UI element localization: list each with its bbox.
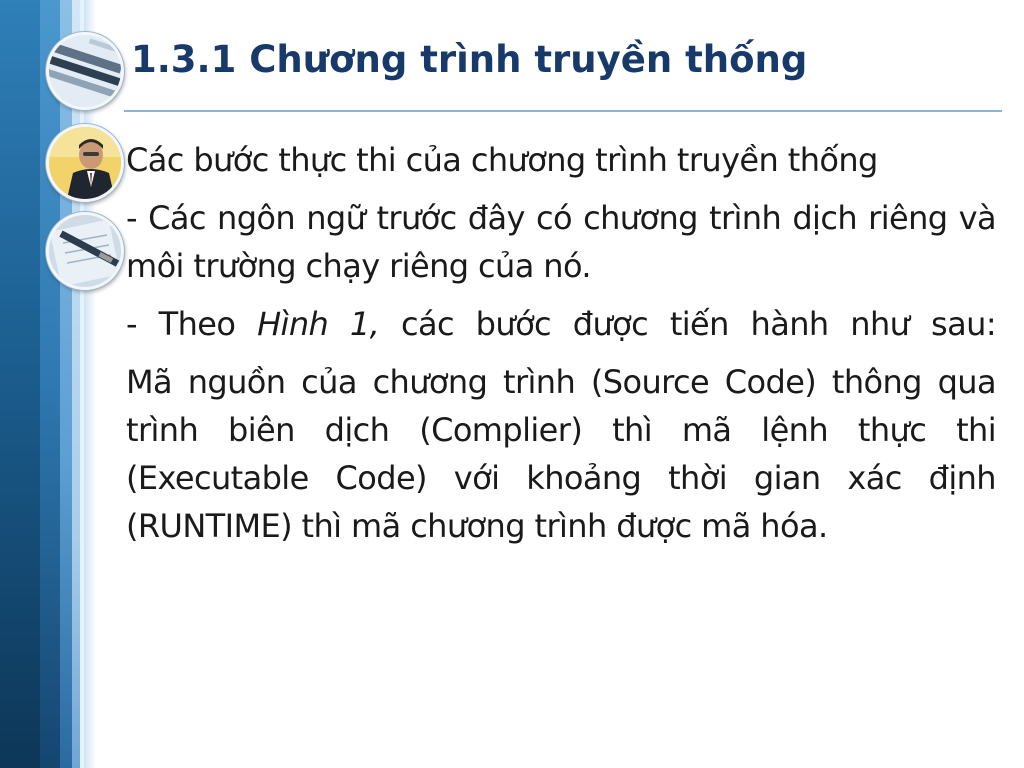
businessman-photo-medallion <box>46 124 124 202</box>
paragraph-intro: Các bước thực thi của chương trình truyền thống <box>126 141 878 179</box>
stripe-mid <box>40 0 60 768</box>
businessman-photo-icon <box>49 127 121 199</box>
figure-ref-suffix: các bước được tiến hành như sau: <box>379 305 997 343</box>
left-gradient-stripes <box>0 0 96 768</box>
figure-ref-prefix: - Theo <box>126 305 258 343</box>
title-divider <box>124 110 1002 112</box>
paragraph-figure-reference <box>126 300 996 348</box>
stripe-fade <box>84 0 96 768</box>
slide-body <box>126 136 996 560</box>
pens-photo-medallion <box>46 32 124 110</box>
stripe-light <box>60 0 72 768</box>
slide-title: 1.3.1 Chương trình truyền thống <box>131 38 808 81</box>
stripe-dark <box>0 0 40 768</box>
pen-paper-photo-icon <box>49 215 121 287</box>
paragraph-languages: - Các ngôn ngữ trước đây có chương trình dịch riêng và môi trường chạy riêng của nó. <box>126 199 996 285</box>
paragraph-steps: Mã nguồn của chương trình (Source Code) thông qua trình biên dịch (Complier) thì mã lệnh thực thi (Executable Code) với khoảng thời gian xác định (RUNTIME) thì mã chương trình được mã hóa. <box>126 363 996 545</box>
pens-photo-icon <box>49 35 121 107</box>
pen-paper-photo-medallion <box>46 212 124 290</box>
stripe-pale <box>72 0 80 768</box>
figure-ref-italic: Hình 1, <box>257 305 380 343</box>
